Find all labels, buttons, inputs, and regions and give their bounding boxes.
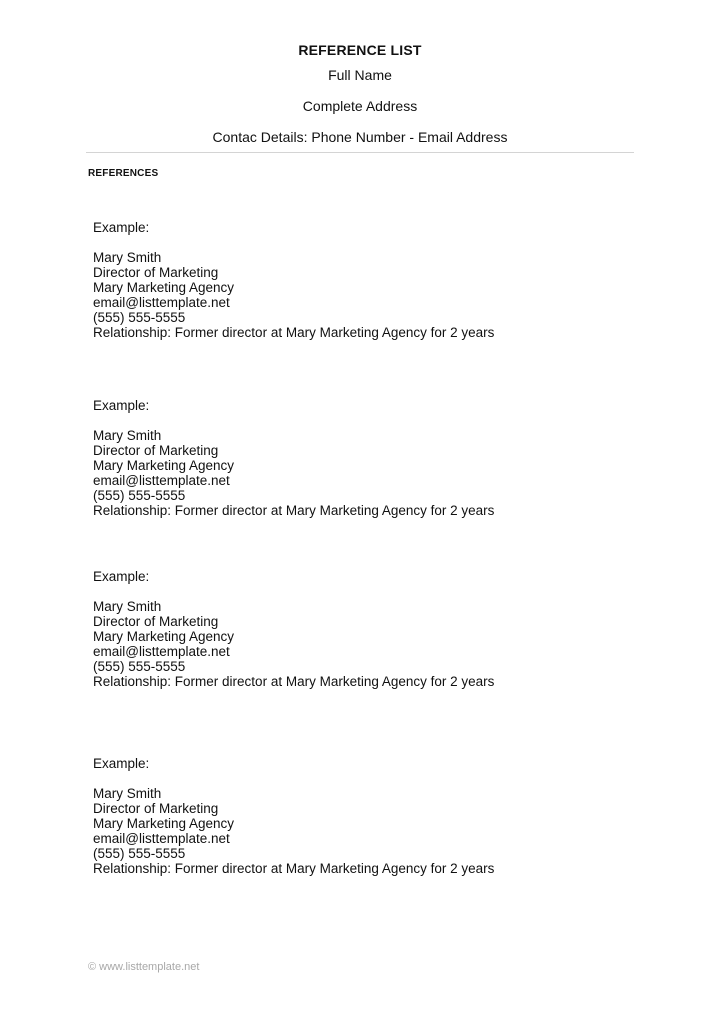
section-heading: REFERENCES xyxy=(88,168,159,179)
reference-name: Mary Smith xyxy=(93,250,162,265)
example-label: Example: xyxy=(93,398,150,413)
header-address: Complete Address xyxy=(302,98,418,114)
reference-title: Director of Marketing xyxy=(93,265,219,280)
reference-name: Mary Smith xyxy=(93,428,162,443)
reference-phone: (555) 555-5555 xyxy=(93,846,186,861)
reference-title: Director of Marketing xyxy=(93,614,219,629)
reference-company: Mary Marketing Agency xyxy=(93,629,235,644)
reference-relationship: Relationship: Former director at Mary Marketing Agency for 2 years xyxy=(93,861,495,876)
reference-name: Mary Smith xyxy=(93,599,162,614)
reference-entry xyxy=(93,756,494,876)
reference-email: email@listtemplate.net xyxy=(93,644,230,659)
reference-title: Director of Marketing xyxy=(93,801,219,816)
reference-name: Mary Smith xyxy=(93,786,162,801)
footer-copyright: © www.listtemplate.net xyxy=(88,961,200,973)
reference-relationship: Relationship: Former director at Mary Marketing Agency for 2 years xyxy=(93,325,495,340)
reference-entry xyxy=(93,220,494,340)
header-full-name: Full Name xyxy=(328,67,392,83)
example-label: Example: xyxy=(93,569,150,584)
reference-phone: (555) 555-5555 xyxy=(93,659,186,674)
reference-relationship: Relationship: Former director at Mary Marketing Agency for 2 years xyxy=(93,503,495,518)
reference-email: email@listtemplate.net xyxy=(93,831,230,846)
reference-phone: (555) 555-5555 xyxy=(93,310,186,325)
reference-entry xyxy=(93,569,494,689)
reference-entry xyxy=(93,398,494,518)
reference-email: email@listtemplate.net xyxy=(93,473,230,488)
reference-relationship: Relationship: Former director at Mary Marketing Agency for 2 years xyxy=(93,674,495,689)
page-title: REFERENCE LIST xyxy=(298,42,422,58)
reference-email: email@listtemplate.net xyxy=(93,295,230,310)
example-label: Example: xyxy=(93,220,150,235)
reference-phone: (555) 555-5555 xyxy=(93,488,186,503)
reference-company: Mary Marketing Agency xyxy=(93,816,235,831)
header-contact: Contac Details: Phone Number - Email Address xyxy=(212,129,508,145)
reference-company: Mary Marketing Agency xyxy=(93,458,235,473)
header-divider xyxy=(86,152,634,153)
reference-company: Mary Marketing Agency xyxy=(93,280,235,295)
example-label: Example: xyxy=(93,756,150,771)
reference-title: Director of Marketing xyxy=(93,443,219,458)
